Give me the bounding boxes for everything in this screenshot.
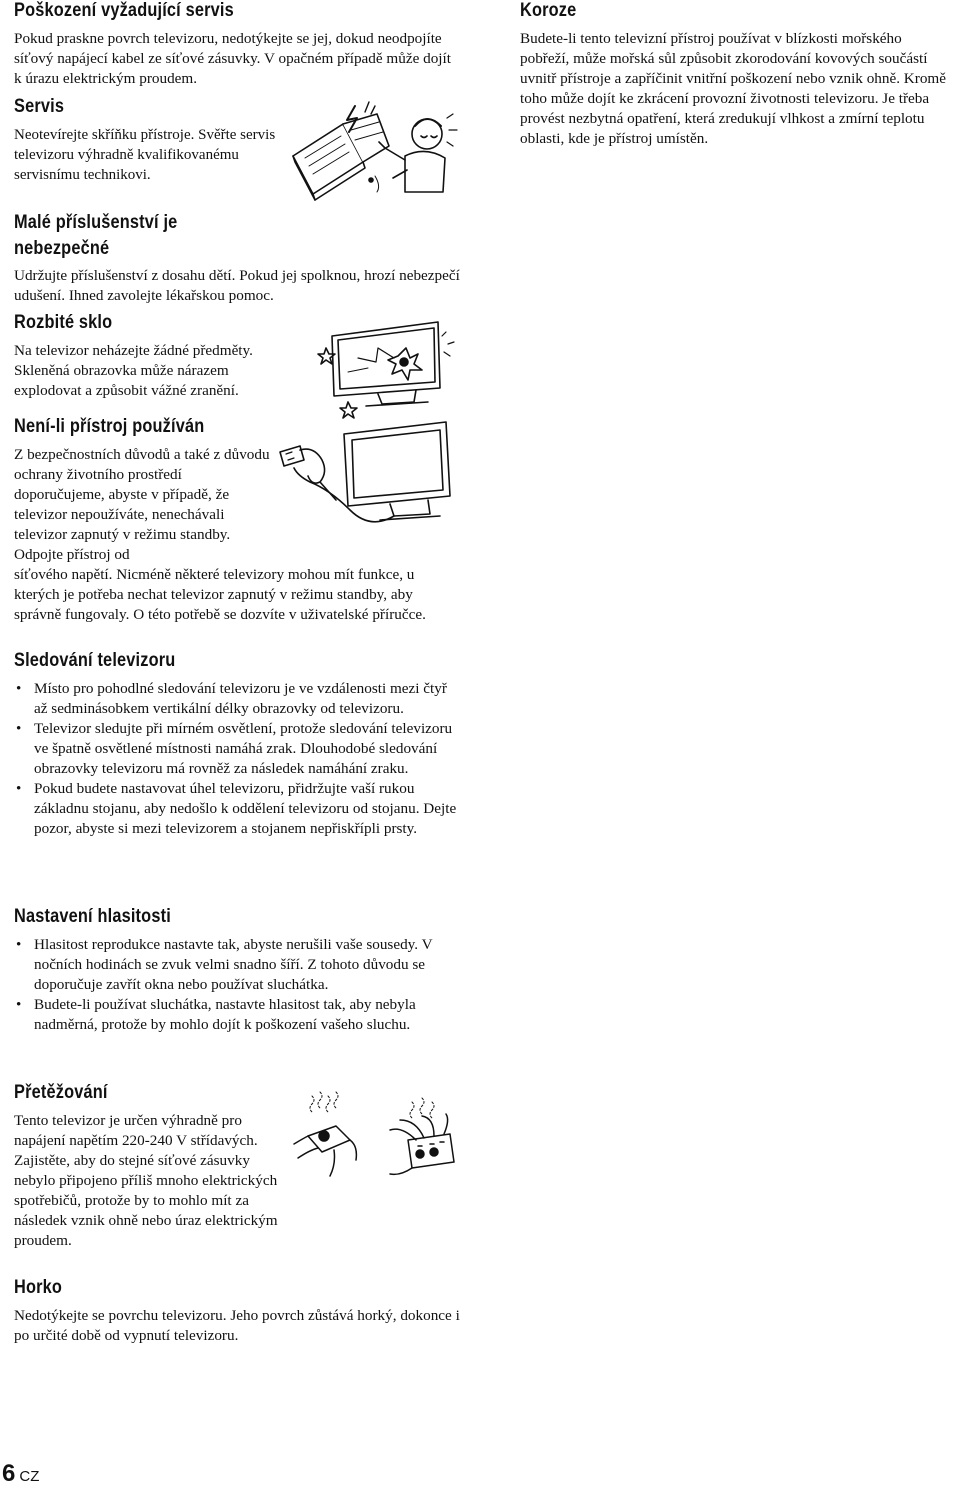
- language-code: CZ: [19, 1468, 40, 1485]
- section-title-neni: Není-li přístroj používán: [14, 416, 205, 437]
- section-text-pretezovani: Tento televizor je určen výhradně pro napájení napětím 220-240 V střídavých. Zajistěte, aby do stejné síťové zásuvky nebylo připojeno příliš mnoho elektrických spotřebičů, protože by to mohlo mít za následek vznik ohně nebo úraz elektrickým proudem.: [14, 1112, 278, 1249]
- page-number: 6: [2, 1460, 16, 1487]
- hlasitost-list: [14, 935, 460, 1035]
- broken-glass-illustration: [318, 318, 460, 418]
- sledovani-list: [14, 679, 460, 839]
- section-title-rozbite: Rozbité sklo: [14, 312, 113, 333]
- list-item: • Hlasitost reprodukce nastavte tak, abyste nerušili vaše sousedy. V nočních hodinách se zvuk velmi snadno šíří. Z tohoto důvodu se doporučuje zavřít okna nebo používat sluchátka.: [14, 935, 460, 995]
- overload-illustration: [290, 1090, 460, 1182]
- page-footer: [2, 1460, 39, 1488]
- section-title-poskozeni: Poškození vyžadující servis: [14, 0, 234, 21]
- section-title-sledovani: Sledování televizoru: [14, 650, 176, 671]
- section-text-poskozeni: Pokud praskne povrch televizoru, nedotýkejte se jej, dokud neodpojíte síťový napájecí kabel ze síťové zásuvky. V opačném případě může dojít k úrazu elektrickým proudem.: [14, 30, 451, 87]
- section-text-servis: Neotevírejte skříňku přístroje. Svěřte servis televizoru výhradně kvalifikovanému servisnímu technikovi.: [14, 127, 276, 183]
- section-title-horko: Horko: [14, 1277, 63, 1298]
- service-illustration: [285, 96, 460, 206]
- section-title-pretezovani: Přetěžování: [14, 1082, 108, 1103]
- section-title-koroze: Koroze: [520, 0, 577, 21]
- section-text-rozbite: Na televizor neházejte žádné předměty. Skleněná obrazovka může nárazem explodovat a způsobit vážné zranění.: [14, 342, 253, 399]
- list-item: • Budete-li používat sluchátka, nastavte hlasitost tak, aby nebyla nadměrná, protože by mohlo dojít k poškození vašeho sluchu.: [14, 995, 460, 1035]
- section-text-horko: Nedotýkejte se povrchu televizoru. Jeho povrch zůstává horký, dokonce i po určité době od vypnutí televizoru.: [14, 1307, 460, 1344]
- unplug-illustration: [270, 420, 460, 532]
- list-item: • Televizor sledujte při mírném osvětlení, protože sledování televizoru ve špatně osvětlené místnosti namáhá zrak. Dlouhodobé sledování obrazovky televizoru má rovněž za následek namáhání zraku.: [14, 719, 460, 779]
- section-text-male: Udržujte příslušenství z dosahu dětí. Pokud jej spolknou, hrozí nebezpečí udušení. Ihned zavolejte lékařskou pomoc.: [14, 267, 460, 304]
- section-title-servis: Servis: [14, 96, 65, 117]
- section-text-neni-wide: síťového napětí. Nicméně některé televizory mohou mít funkce, u kterých je potřeba nechat televizor zapnutý v režimu standby, aby správně fungovaly. O této potřebě se dozvíte v uživatelské příručce.: [14, 566, 426, 623]
- section-text-koroze: Budete-li tento televizní přístroj používat v blízkosti mořského pobřeží, může mořská sůl způsobit zkorodování kovových součástí uvnitř přístroje a zapříčinit vnitřní poškození nebo vznik ohně. Kromě toho může dojít ke zkrácení provozní životnosti televizoru. Je třeba provést nezbytná opatření, která zredukují vlhkost a zmírní teplotu oblasti, kde je přístroj umístěn.: [520, 30, 946, 147]
- list-item: • Pokud budete nastavovat úhel televizoru, přidržujte vaší rukou základnu stojanu, aby nedošlo k oddělení televizoru od stojanu. Dejte pozor, abyste si mezi televizorem a stojanem nepřiskřípli prsty.: [14, 779, 460, 839]
- section-text-neni-narrow: Z bezpečnostních důvodů a také z důvodu ochrany životního prostředí doporučujeme, abyste v případě, že televizor nepoužíváte, nenechávali televizor zapnutý v režimu standby. Odpojte přístroj od: [14, 446, 270, 563]
- section-title-male: Malé příslušenství je nebezpečné: [14, 212, 178, 259]
- section-title-hlasitost: Nastavení hlasitosti: [14, 906, 171, 927]
- list-item: • Místo pro pohodlné sledování televizoru je ve vzdálenosti mezi čtyř až sedminásobkem vertikální délky obrazovky od televizoru.: [14, 679, 460, 719]
